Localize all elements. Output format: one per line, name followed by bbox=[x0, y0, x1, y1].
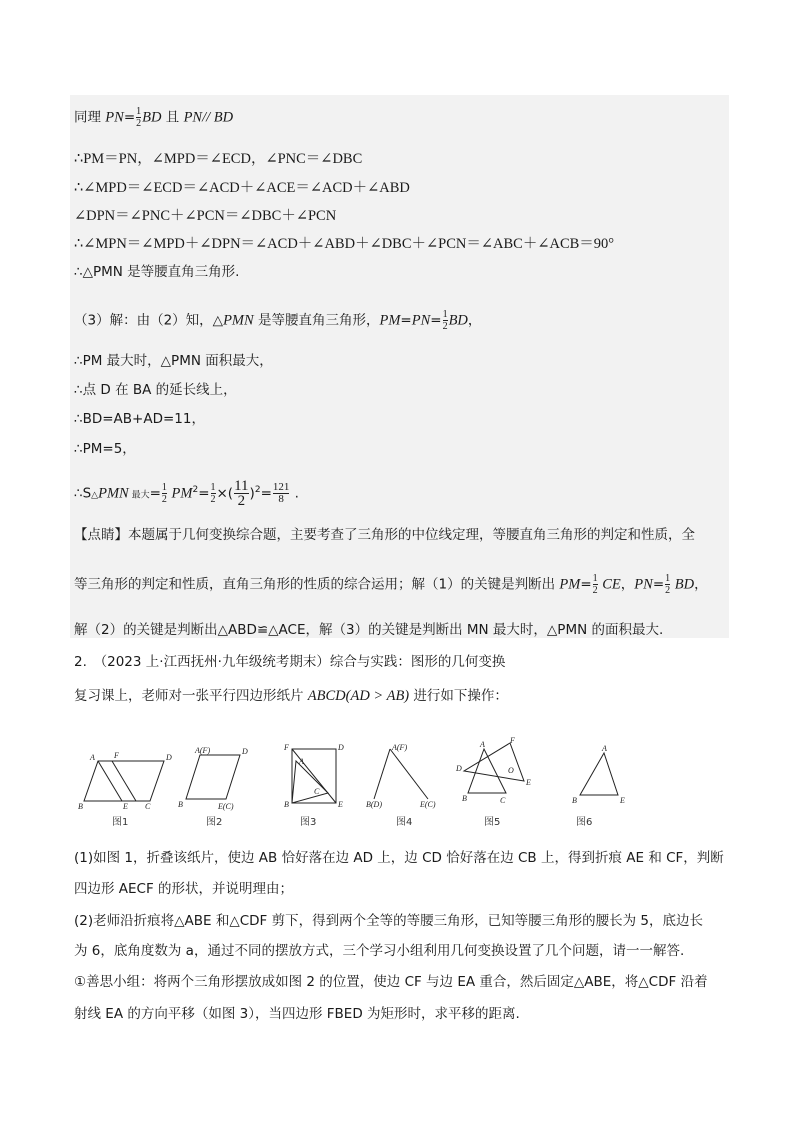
solution-line-2: ∴PM＝PN，∠MPD＝∠ECD，∠PNC＝∠DBC bbox=[74, 151, 363, 167]
text: 是等腰直角三角形， bbox=[253, 312, 380, 329]
label: E bbox=[338, 800, 343, 809]
math: PM bbox=[559, 576, 581, 593]
label: B bbox=[572, 796, 577, 805]
question-2-line-1: (2)老师沿折痕将△ABE 和△CDF 剪下，得到两个全等的等腰三角形，已知等腰三角形的腰长为 5，底边长 bbox=[74, 913, 703, 929]
text: 等三角形的判定和性质，直角三角形的性质的综合运用；解（1）的关键是判断出 bbox=[74, 576, 560, 593]
figure-caption: 图6 bbox=[576, 817, 593, 828]
fig1-crease-ae bbox=[98, 761, 122, 801]
text: 复习课上，老师对一张平行四边形纸片 bbox=[74, 688, 308, 704]
fraction: $\frac{1}{2}$ bbox=[210, 482, 216, 505]
math: CE bbox=[598, 576, 621, 593]
label: B bbox=[284, 800, 289, 809]
label: D bbox=[456, 764, 462, 773]
math: BD bbox=[210, 109, 234, 126]
solution-line-6: ∴△PMN 是等腰直角三角形. bbox=[74, 264, 240, 280]
text: = bbox=[580, 576, 592, 593]
label: A bbox=[90, 753, 95, 762]
figure-caption: 图2 bbox=[206, 817, 223, 828]
math: PN bbox=[634, 576, 653, 593]
text: ， bbox=[694, 576, 708, 593]
label: A(F) bbox=[392, 743, 408, 752]
fig2-rhombus bbox=[186, 755, 240, 799]
math: PN bbox=[411, 312, 431, 329]
text: 同理 bbox=[74, 109, 106, 126]
text: . bbox=[290, 485, 299, 502]
label: B bbox=[178, 800, 183, 809]
fraction: $\frac{1}{2}$ bbox=[665, 573, 671, 596]
text: 2 bbox=[192, 485, 199, 495]
math: BD bbox=[448, 312, 468, 329]
text: = bbox=[198, 485, 210, 502]
math: PN bbox=[183, 109, 203, 126]
question-2-line-2: 为 6，底角度数为 a，通过不同的摆放方式，三个学习小组利用几何变换设置了几个问题，请一一解答. bbox=[74, 943, 685, 959]
text: （3）解：由（2）知，△ bbox=[74, 312, 224, 329]
fig5-triangle-1 bbox=[468, 749, 506, 793]
figure-caption: 图4 bbox=[396, 817, 413, 828]
fraction: $\frac{1}{2}$ bbox=[442, 309, 448, 332]
label: B(D) bbox=[366, 800, 382, 809]
fig6-triangle bbox=[580, 753, 618, 795]
label: B bbox=[462, 794, 467, 803]
comment-line-2 bbox=[74, 573, 708, 596]
label: E bbox=[123, 802, 128, 811]
math: // bbox=[202, 109, 211, 126]
text: ) bbox=[249, 485, 255, 502]
label: A bbox=[480, 740, 485, 749]
label: E bbox=[620, 796, 625, 805]
math: PM bbox=[167, 485, 193, 502]
question-1-line-1: (1)如图 1，折叠该纸片，使边 AB 恰好落在边 AD 上，边 CD 恰好落在边 CB 上，得到折痕 AE 和 CF，判断 bbox=[74, 850, 724, 866]
label: E(C) bbox=[218, 802, 234, 811]
text: 且 bbox=[161, 109, 184, 126]
fig5-triangle-2 bbox=[464, 743, 524, 781]
fig4-side-ab bbox=[374, 749, 390, 799]
label: D bbox=[242, 747, 248, 756]
label: A bbox=[602, 744, 607, 753]
solution-line-3: ∴∠MPD＝∠ECD＝∠ACD＋∠ACE＝∠ACD＋∠ABD bbox=[74, 180, 410, 196]
solution-line-7 bbox=[74, 309, 481, 332]
comment-line-1: 【点睛】本题属于几何变换综合题，主要考查了三角形的中位线定理，等腰直角三角形的判定和性质，全 bbox=[74, 527, 695, 543]
label: C bbox=[500, 796, 506, 805]
label: C bbox=[314, 787, 320, 796]
math: BD bbox=[671, 576, 695, 593]
question-3-line-2: 射线 EA 的方向平移（如图 3），当四边形 FBED 为矩形时，求平移的距离. bbox=[74, 1006, 520, 1022]
label: D bbox=[338, 743, 344, 752]
fraction: $\frac{11}{2}$ bbox=[234, 478, 249, 509]
text: = bbox=[400, 312, 412, 329]
figure-caption: 图3 bbox=[300, 817, 317, 828]
text: 进行如下操作： bbox=[409, 688, 508, 704]
text: ， bbox=[467, 312, 482, 329]
text: = bbox=[652, 576, 665, 593]
question-3-line-1: ①善思小组：将两个三角形摆放成如图 2 的位置，使边 CF 与边 EA 重合，然后固定△ABE，将△CDF 沿着 bbox=[74, 974, 708, 990]
solution-line-4: ∠DPN＝∠PNC＋∠PCN＝∠DBC＋∠PCN bbox=[74, 208, 337, 224]
figure-caption: 图1 bbox=[112, 817, 129, 828]
text: ， bbox=[620, 576, 635, 593]
label: C bbox=[145, 802, 151, 811]
label: A(F) bbox=[195, 746, 211, 755]
solution-line-10: ∴BD=AB+AD=11， bbox=[74, 411, 205, 427]
math: ABCD(AD > AB) bbox=[307, 688, 410, 704]
label: A bbox=[299, 757, 304, 766]
math: PN bbox=[105, 109, 124, 126]
label: D bbox=[166, 753, 172, 762]
label: F bbox=[284, 743, 289, 752]
label: F bbox=[510, 737, 515, 745]
solution-line-8: ∴PM 最大时，△PMN 面积最大， bbox=[74, 353, 273, 369]
fraction: $\frac{1}{2}$ bbox=[161, 482, 167, 505]
text: 2 bbox=[254, 485, 261, 495]
label: F bbox=[114, 751, 119, 760]
math: PMN bbox=[223, 312, 254, 329]
label: O bbox=[508, 766, 514, 775]
solution-line-9: ∴点 D 在 BA 的延长线上， bbox=[74, 382, 237, 398]
problem-title: 2. （2023 上·江西抚州·九年级统考期末）综合与实践：图形的几何变换 bbox=[74, 654, 506, 670]
comment-line-3: 解（2）的关键是判断出△ABD≌△ACE，解（3）的关键是判断出 MN 最大时，△PMN 的面积最大. bbox=[74, 622, 664, 638]
text: = bbox=[123, 109, 136, 126]
math: PMN bbox=[98, 485, 129, 502]
figure-caption: 图5 bbox=[484, 817, 501, 828]
fraction: $\frac{1}{2}$ bbox=[592, 573, 598, 596]
problem-intro bbox=[74, 686, 508, 706]
fig4-side-ae bbox=[390, 749, 428, 799]
text: △ bbox=[91, 490, 99, 501]
fig1-crease-cf bbox=[112, 761, 136, 801]
solution-line-1 bbox=[74, 106, 233, 129]
math: PM bbox=[379, 312, 401, 329]
text: ∴S bbox=[74, 485, 92, 502]
label: E bbox=[526, 778, 531, 787]
text: ×( bbox=[216, 485, 234, 502]
text: 最大 bbox=[128, 490, 150, 501]
label: E(C) bbox=[420, 800, 436, 809]
solution-line-12 bbox=[74, 479, 299, 508]
fraction: $\frac{1}{2}$ bbox=[136, 106, 142, 129]
text: = bbox=[149, 485, 161, 502]
fig3-triangle bbox=[292, 761, 328, 803]
fraction: $\frac{121}{8}$ bbox=[272, 481, 290, 505]
math: BD bbox=[142, 109, 162, 126]
label: B bbox=[78, 802, 83, 811]
solution-line-5: ∴∠MPN＝∠MPD＋∠DPN＝∠ACD＋∠ABD＋∠DBC＋∠PCN＝∠ABC＋∠ACB＝90° bbox=[74, 236, 615, 252]
text: = bbox=[430, 312, 442, 329]
text: = bbox=[260, 485, 272, 502]
question-1-line-2: 四边形 AECF 的形状，并说明理由； bbox=[74, 881, 294, 897]
solution-line-11: ∴PM=5， bbox=[74, 441, 136, 457]
